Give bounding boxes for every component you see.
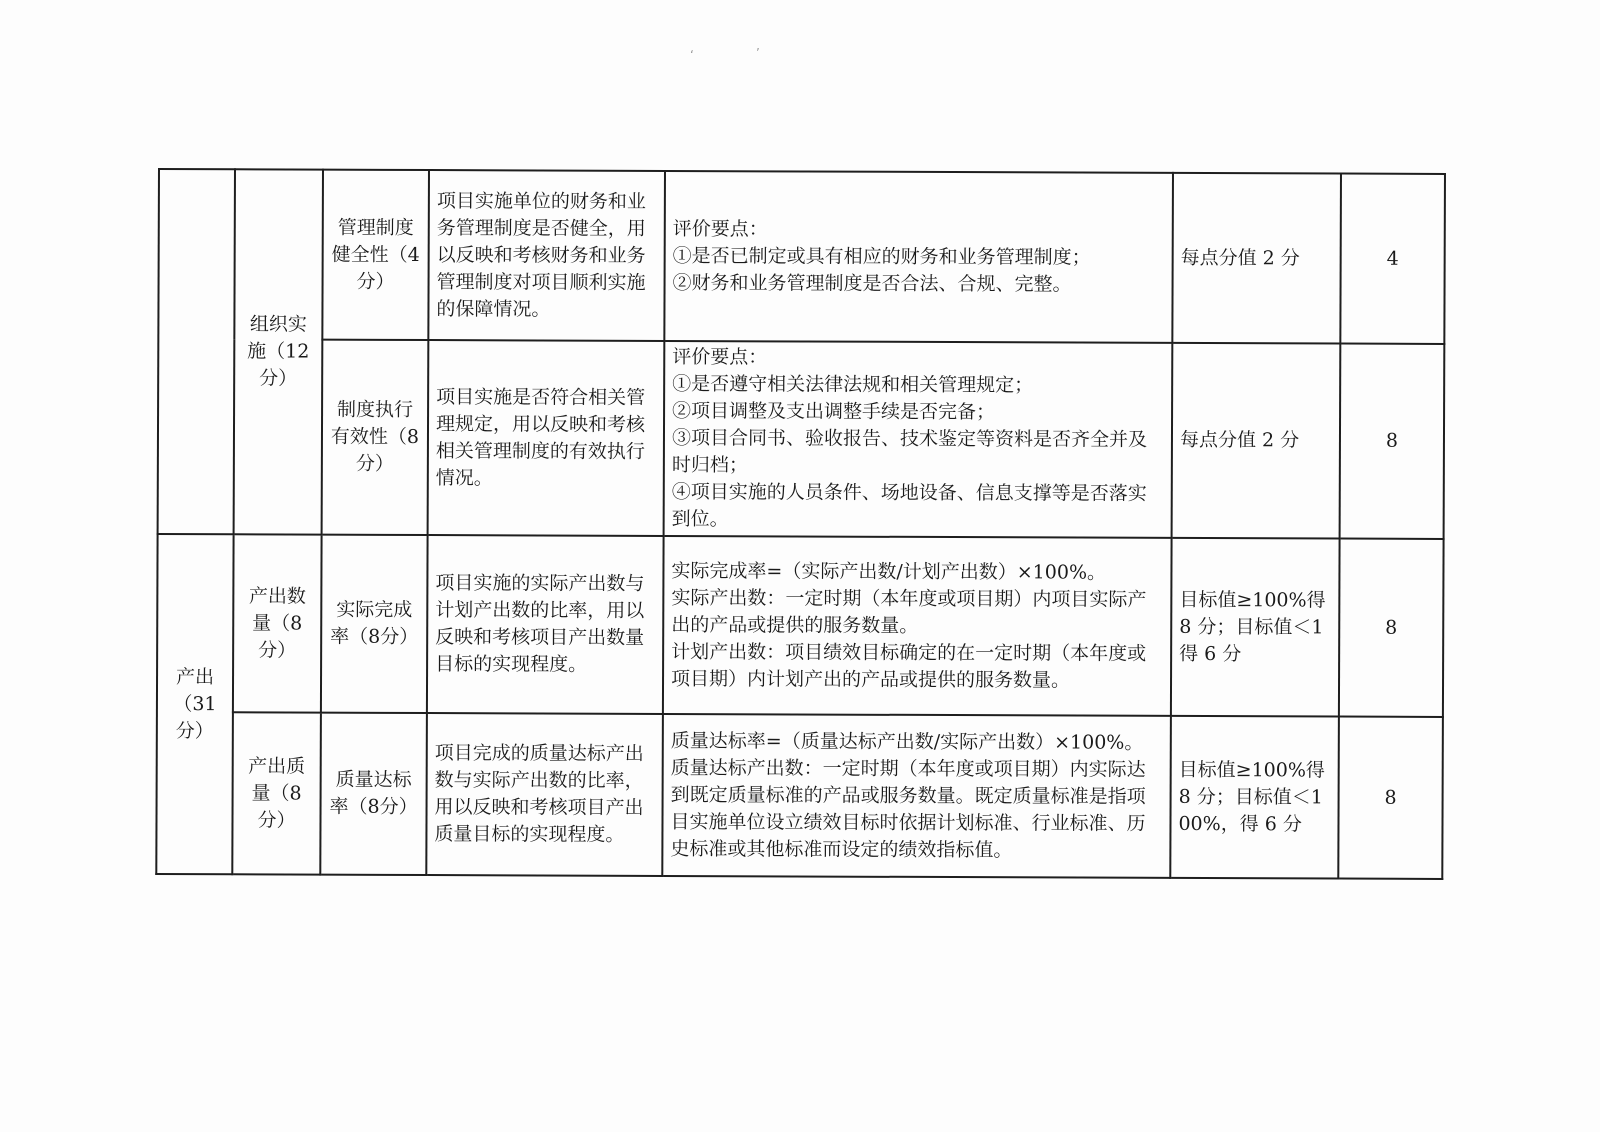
detail-line: ①是否已制定或具有相应的财务和业务管理制度； [672, 244, 1091, 269]
score-cell: 8 [1340, 344, 1445, 539]
table-row [158, 339, 1445, 539]
scoring-cell: 每点分值 2 分 [1172, 173, 1341, 344]
detail-line: 质量达标率=（质量达标产出数/实际产出数）×100%。 [670, 729, 1144, 754]
score-cell: 8 [1339, 539, 1444, 717]
scoring-cell: 目标值≥100%得 8 分；目标值＜1 得 6 分 [1171, 538, 1340, 717]
level2-cell: 组织实施（12分） [234, 169, 323, 534]
description-cell: 项目实施是否符合相关管理规定，用以反映和考核相关管理制度的有效执行情况。 [428, 340, 665, 536]
score-cell: 4 [1340, 174, 1445, 344]
detail-line: 实际完成率=（实际产出数/计划产出数）×100%。 [671, 559, 1107, 584]
detail-line: 评价要点： [672, 217, 768, 240]
detail-line: 质量达标产出数：一定时期（本年度或项目期）内实际达到既定质量标准的产品或服务数量。既定质量标准是指项目实施单位设立绩效目标时依据计划标准、行业标准、历史标准或其他标准而设定的绩效指标值。 [670, 756, 1146, 861]
level3-cell: 制度执行有效性（8分） [322, 340, 429, 535]
details-cell [663, 536, 1172, 716]
level3-cell: 实际完成率（8分） [321, 535, 428, 713]
description-cell: 项目实施单位的财务和业务管理制度是否健全，用以反映和考核财务和业务管理制度对项目顺利实施的保障情况。 [428, 170, 665, 341]
table-row [156, 712, 1443, 879]
level2-cell: 产出数量（8分） [233, 534, 322, 712]
detail-line: ②财务和业务管理制度是否合法、合规、完整。 [672, 271, 1072, 296]
scoring-cell: 目标值≥100%得 8 分；目标值＜100%，得 6 分 [1170, 716, 1339, 879]
level3-cell: 管理制度健全性（4分） [322, 170, 429, 340]
table-row [158, 169, 1445, 344]
evaluation-table [155, 168, 1446, 880]
details-cell [664, 171, 1173, 343]
scan-speck: ’ [756, 46, 760, 60]
details-cell [664, 341, 1173, 538]
score-cell: 8 [1338, 717, 1443, 879]
description-cell: 项目实施的实际产出数与计划产出数的比率，用以反映和考核项目产出数量目标的实现程度。 [427, 535, 664, 714]
scan-speck: ‘ [690, 48, 694, 62]
detail-line: ①是否遵守相关法律法规和相关管理规定； [672, 372, 1034, 397]
detail-line: 计划产出数：项目绩效目标确定的在一定时期（本年度或项目期）内计划产出的产品或提供的服务数量。 [671, 640, 1147, 692]
detail-line: ④项目实施的人员条件、场地设备、信息支撑等是否落实到位。 [671, 480, 1147, 531]
table-row [157, 534, 1444, 717]
detail-line: 评价要点： [672, 345, 768, 369]
description-cell: 项目完成的质量达标产出数与实际产出数的比率，用以反映和考核项目产出质量目标的实现程度。 [426, 713, 663, 876]
level1-cell: 产出（31分） [156, 534, 233, 874]
detail-line: ②项目调整及支出调整手续是否完备； [672, 399, 996, 424]
details-cell [662, 714, 1171, 878]
scoring-cell: 每点分值 2 分 [1172, 343, 1341, 539]
level2-cell: 产出质量（8分） [232, 712, 321, 874]
level1-cell [158, 169, 235, 534]
level3-cell: 质量达标率（8分） [320, 713, 427, 875]
detail-line: 实际产出数：一定时期（本年度或项目期）内项目实际产出的产品或提供的服务数量。 [671, 586, 1147, 637]
detail-line: ③项目合同书、验收报告、技术鉴定等资料是否齐全并及时归档； [671, 426, 1148, 477]
